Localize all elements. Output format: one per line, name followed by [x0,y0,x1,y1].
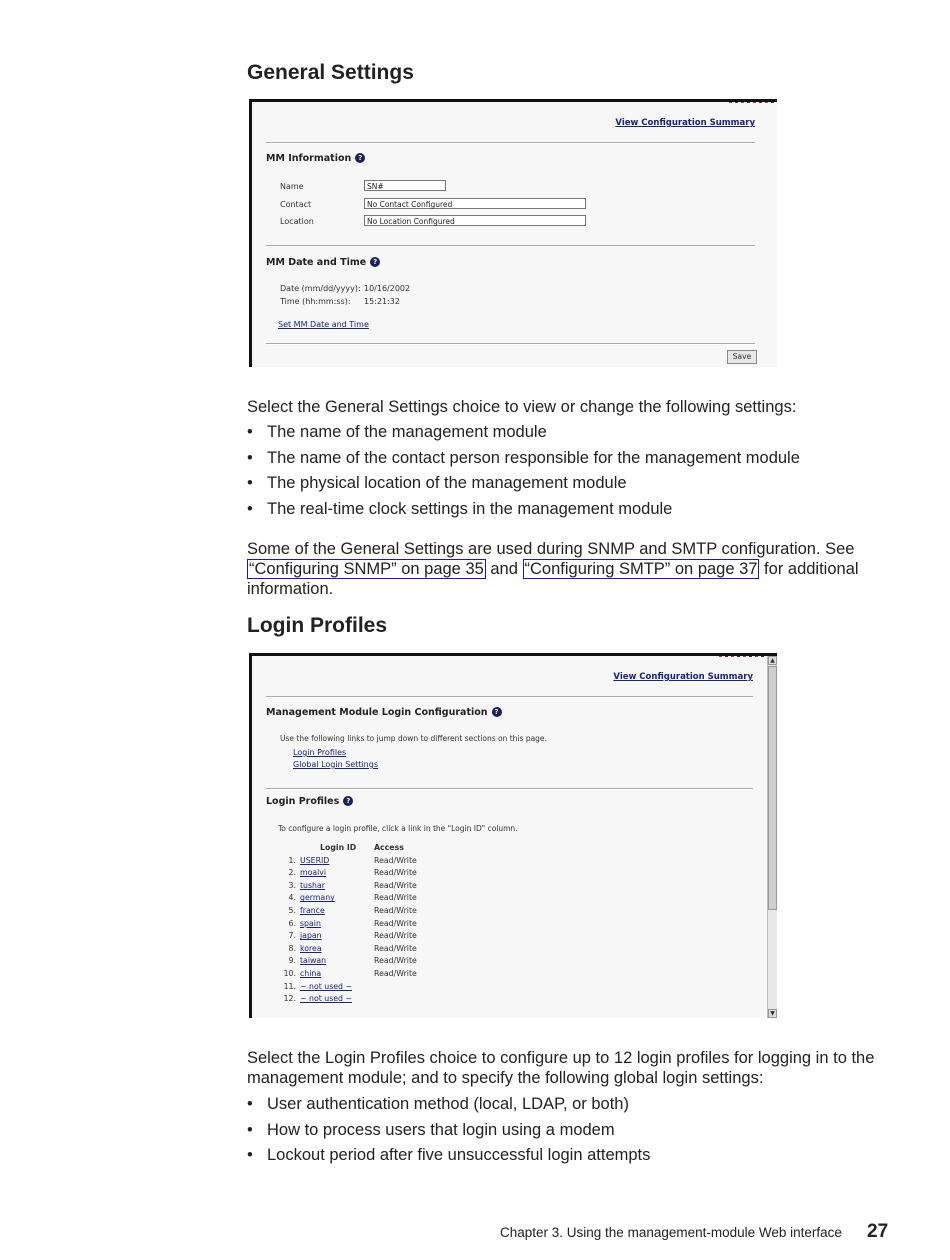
login-id-link[interactable]: japan [300,931,322,941]
login-settings-list [247,1094,887,1171]
view-configuration-summary-link[interactable]: View Configuration Summary [615,118,755,128]
help-icon[interactable]: ? [370,257,380,267]
row-number: 2. [288,868,296,878]
jump-link-global-login-settings[interactable]: Global Login Settings [293,760,378,769]
header-login-id: Login ID [320,843,357,852]
name-label: Name [280,182,304,191]
access-value [374,981,417,994]
login-id-link[interactable]: korea [300,943,322,953]
access-value: Read/Write [374,905,417,915]
help-icon[interactable]: ? [343,796,353,806]
access-value: Read/Write [374,968,417,978]
name-input[interactable]: SN# [364,180,446,191]
mm-information-title-text: MM Information [266,153,352,164]
divider [266,696,753,698]
access-value: Read/Write [374,918,417,928]
help-icon[interactable]: ? [355,153,365,163]
contact-label: Contact [280,200,312,209]
general-settings-note [247,539,887,599]
row-number: 5. [288,905,296,915]
table-row [278,930,417,943]
row-number: 7. [288,931,296,941]
login-profiles-table [278,842,417,1006]
row-number: 1. [288,855,296,865]
row-number: 11. [283,981,296,991]
table-row [278,955,417,968]
table-row [278,892,417,905]
row-number: 6. [288,918,296,928]
login-id-link[interactable]: china [300,968,322,978]
header-access: Access [374,843,404,852]
date-label: Date (mm/dd/yyyy): [280,284,361,293]
vertical-scrollbar[interactable] [767,656,777,1018]
table-row [278,918,417,931]
list-item: • How to process users that login using a modem [247,1120,887,1146]
list-item: • The real-time clock settings in the management module [247,499,887,525]
decorative-stripes [719,653,765,657]
time-value: 15:21:32 [364,297,400,306]
access-value: Read/Write [374,855,417,865]
login-id-link[interactable]: moalvi [300,868,327,878]
login-id-link[interactable]: ~ not used ~ [300,981,353,991]
login-profiles-intro: Select the Login Profiles choice to configure up to 12 login profiles for logging in to the management module; and to specify the following global login settings: [247,1049,875,1087]
location-input[interactable]: No Location Configured [364,215,586,226]
help-icon[interactable]: ? [492,707,502,717]
login-id-link[interactable]: taiwan [300,956,327,966]
configuring-snmp-link[interactable]: “Configuring SNMP” on page 35 [249,560,484,578]
login-id-link[interactable]: france [300,905,325,915]
divider [266,788,753,790]
login-id-link[interactable]: tushar [300,880,325,890]
login-id-link[interactable]: USERID [300,855,330,865]
scroll-up-icon[interactable]: ▲ [768,656,777,665]
row-number: 10. [283,968,296,978]
jump-link-login-profiles[interactable]: Login Profiles [293,748,347,757]
login-id-link[interactable]: ~ not used ~ [300,994,353,1004]
row-number: 3. [288,880,296,890]
login-profiles-screenshot [249,653,777,1018]
access-value: Read/Write [374,956,417,966]
list-item: • User authentication method (local, LDAP, or both) [247,1094,887,1120]
table-row [278,867,417,880]
list-item: • The physical location of the management module [247,473,887,499]
mm-date-time-title [266,257,380,268]
table-row [278,943,417,956]
table-row [278,905,417,918]
page-number: 27 [867,1221,889,1242]
table-header-row [278,842,417,855]
row-number: 9. [288,956,296,966]
scroll-down-icon[interactable]: ▼ [768,1009,777,1018]
access-value: Read/Write [374,880,417,890]
row-number: 4. [288,893,296,903]
access-value: Read/Write [374,943,417,953]
login-profiles-hint: To configure a login profile, click a link in the "Login ID" column. [278,824,518,833]
list-item: • Lockout period after five unsuccessful login attempts [247,1145,887,1171]
decorative-stripes [729,99,775,103]
configuring-smtp-link[interactable]: “Configuring SMTP” on page 37 [524,560,758,578]
table-row [278,981,417,994]
table-row [278,968,417,981]
header-num [278,842,300,855]
time-label: Time (hh:mm:ss): [280,297,351,306]
access-value [374,993,417,1006]
scrollbar-thumb[interactable] [768,666,777,910]
divider [266,245,755,247]
date-value: 10/16/2002 [364,284,411,293]
note-text: Some of the General Settings are used during SNMP and SMTP configuration. See [247,540,855,558]
login-profiles-title [266,796,353,807]
jump-instructions: Use the following links to jump down to different sections on this page. [280,734,547,743]
mm-date-time-title-text: MM Date and Time [266,257,367,268]
access-value: Read/Write [374,931,417,941]
note-text: and [485,560,523,578]
table-row [278,993,417,1006]
general-settings-intro: Select the General Settings choice to view or change the following settings: [247,398,797,416]
view-configuration-summary-link[interactable]: View Configuration Summary [613,672,753,682]
set-date-time-link[interactable]: Set MM Date and Time [278,320,369,329]
general-settings-screenshot [249,99,777,367]
row-number: 12. [283,994,296,1004]
login-id-link[interactable]: germany [300,893,335,903]
note-text: for additional information. [247,560,859,598]
mm-information-title [266,153,365,164]
row-number: 8. [288,943,296,953]
login-id-link[interactable]: spain [300,918,321,928]
login-profiles-heading: Login Profiles [247,614,388,637]
login-configuration-title [266,707,502,718]
contact-input[interactable]: No Contact Configured [364,198,586,209]
list-item: • The name of the contact person responsible for the management module [247,448,887,474]
chapter-footer: Chapter 3. Using the management-module Web interface [500,1225,842,1240]
access-value: Read/Write [374,868,417,878]
login-configuration-title-text: Management Module Login Configuration [266,707,488,718]
login-profiles-title-text: Login Profiles [266,796,340,807]
divider [266,142,755,144]
access-value: Read/Write [374,893,417,903]
general-settings-list [247,422,887,524]
save-button[interactable]: Save [727,350,757,364]
table-row [278,855,417,868]
general-settings-heading: General Settings [247,61,414,84]
location-label: Location [280,217,314,226]
table-row [278,880,417,893]
divider [266,343,755,345]
list-item: • The name of the management module [247,422,887,448]
